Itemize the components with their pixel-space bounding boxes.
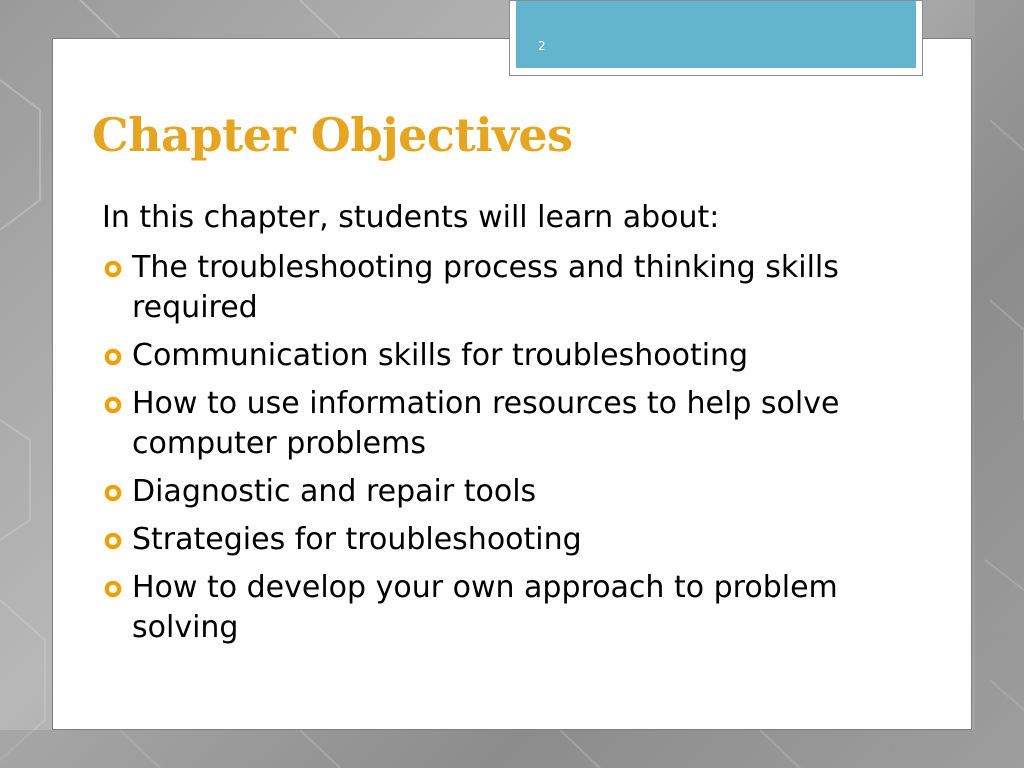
list-item: [102, 520, 922, 560]
page-number: 2: [538, 39, 546, 53]
list-item-text: The troubleshooting process and thinking skills required: [132, 250, 839, 325]
ring-bullet-icon: [104, 396, 122, 414]
ring-bullet-icon: [104, 348, 122, 366]
list-item-text: Communication skills for troubleshooting: [132, 338, 749, 373]
slide-body: [102, 198, 922, 656]
slide-title: Chapter Objectives: [92, 108, 573, 162]
list-item: [102, 568, 922, 648]
list-item: [102, 472, 922, 512]
intro-text: In this chapter, students will learn about:: [102, 200, 720, 235]
list-item: [102, 336, 922, 376]
page-number-tab: [509, 0, 923, 76]
list-item-text: How to use information resources to help solve computer problems: [132, 386, 840, 461]
ring-bullet-icon: [104, 532, 122, 550]
list-item-text: Diagnostic and repair tools: [132, 474, 537, 509]
ring-bullet-icon: [104, 580, 122, 598]
list-item-text: How to develop your own approach to problem solving: [132, 570, 838, 645]
list-item: [102, 248, 922, 328]
ring-bullet-icon: [104, 484, 122, 502]
list-item: [102, 384, 922, 464]
ring-bullet-icon: [104, 260, 122, 278]
objectives-list: [102, 248, 922, 648]
page-number-tab-fill: [516, 1, 916, 68]
list-item-text: Strategies for troubleshooting: [132, 522, 582, 557]
